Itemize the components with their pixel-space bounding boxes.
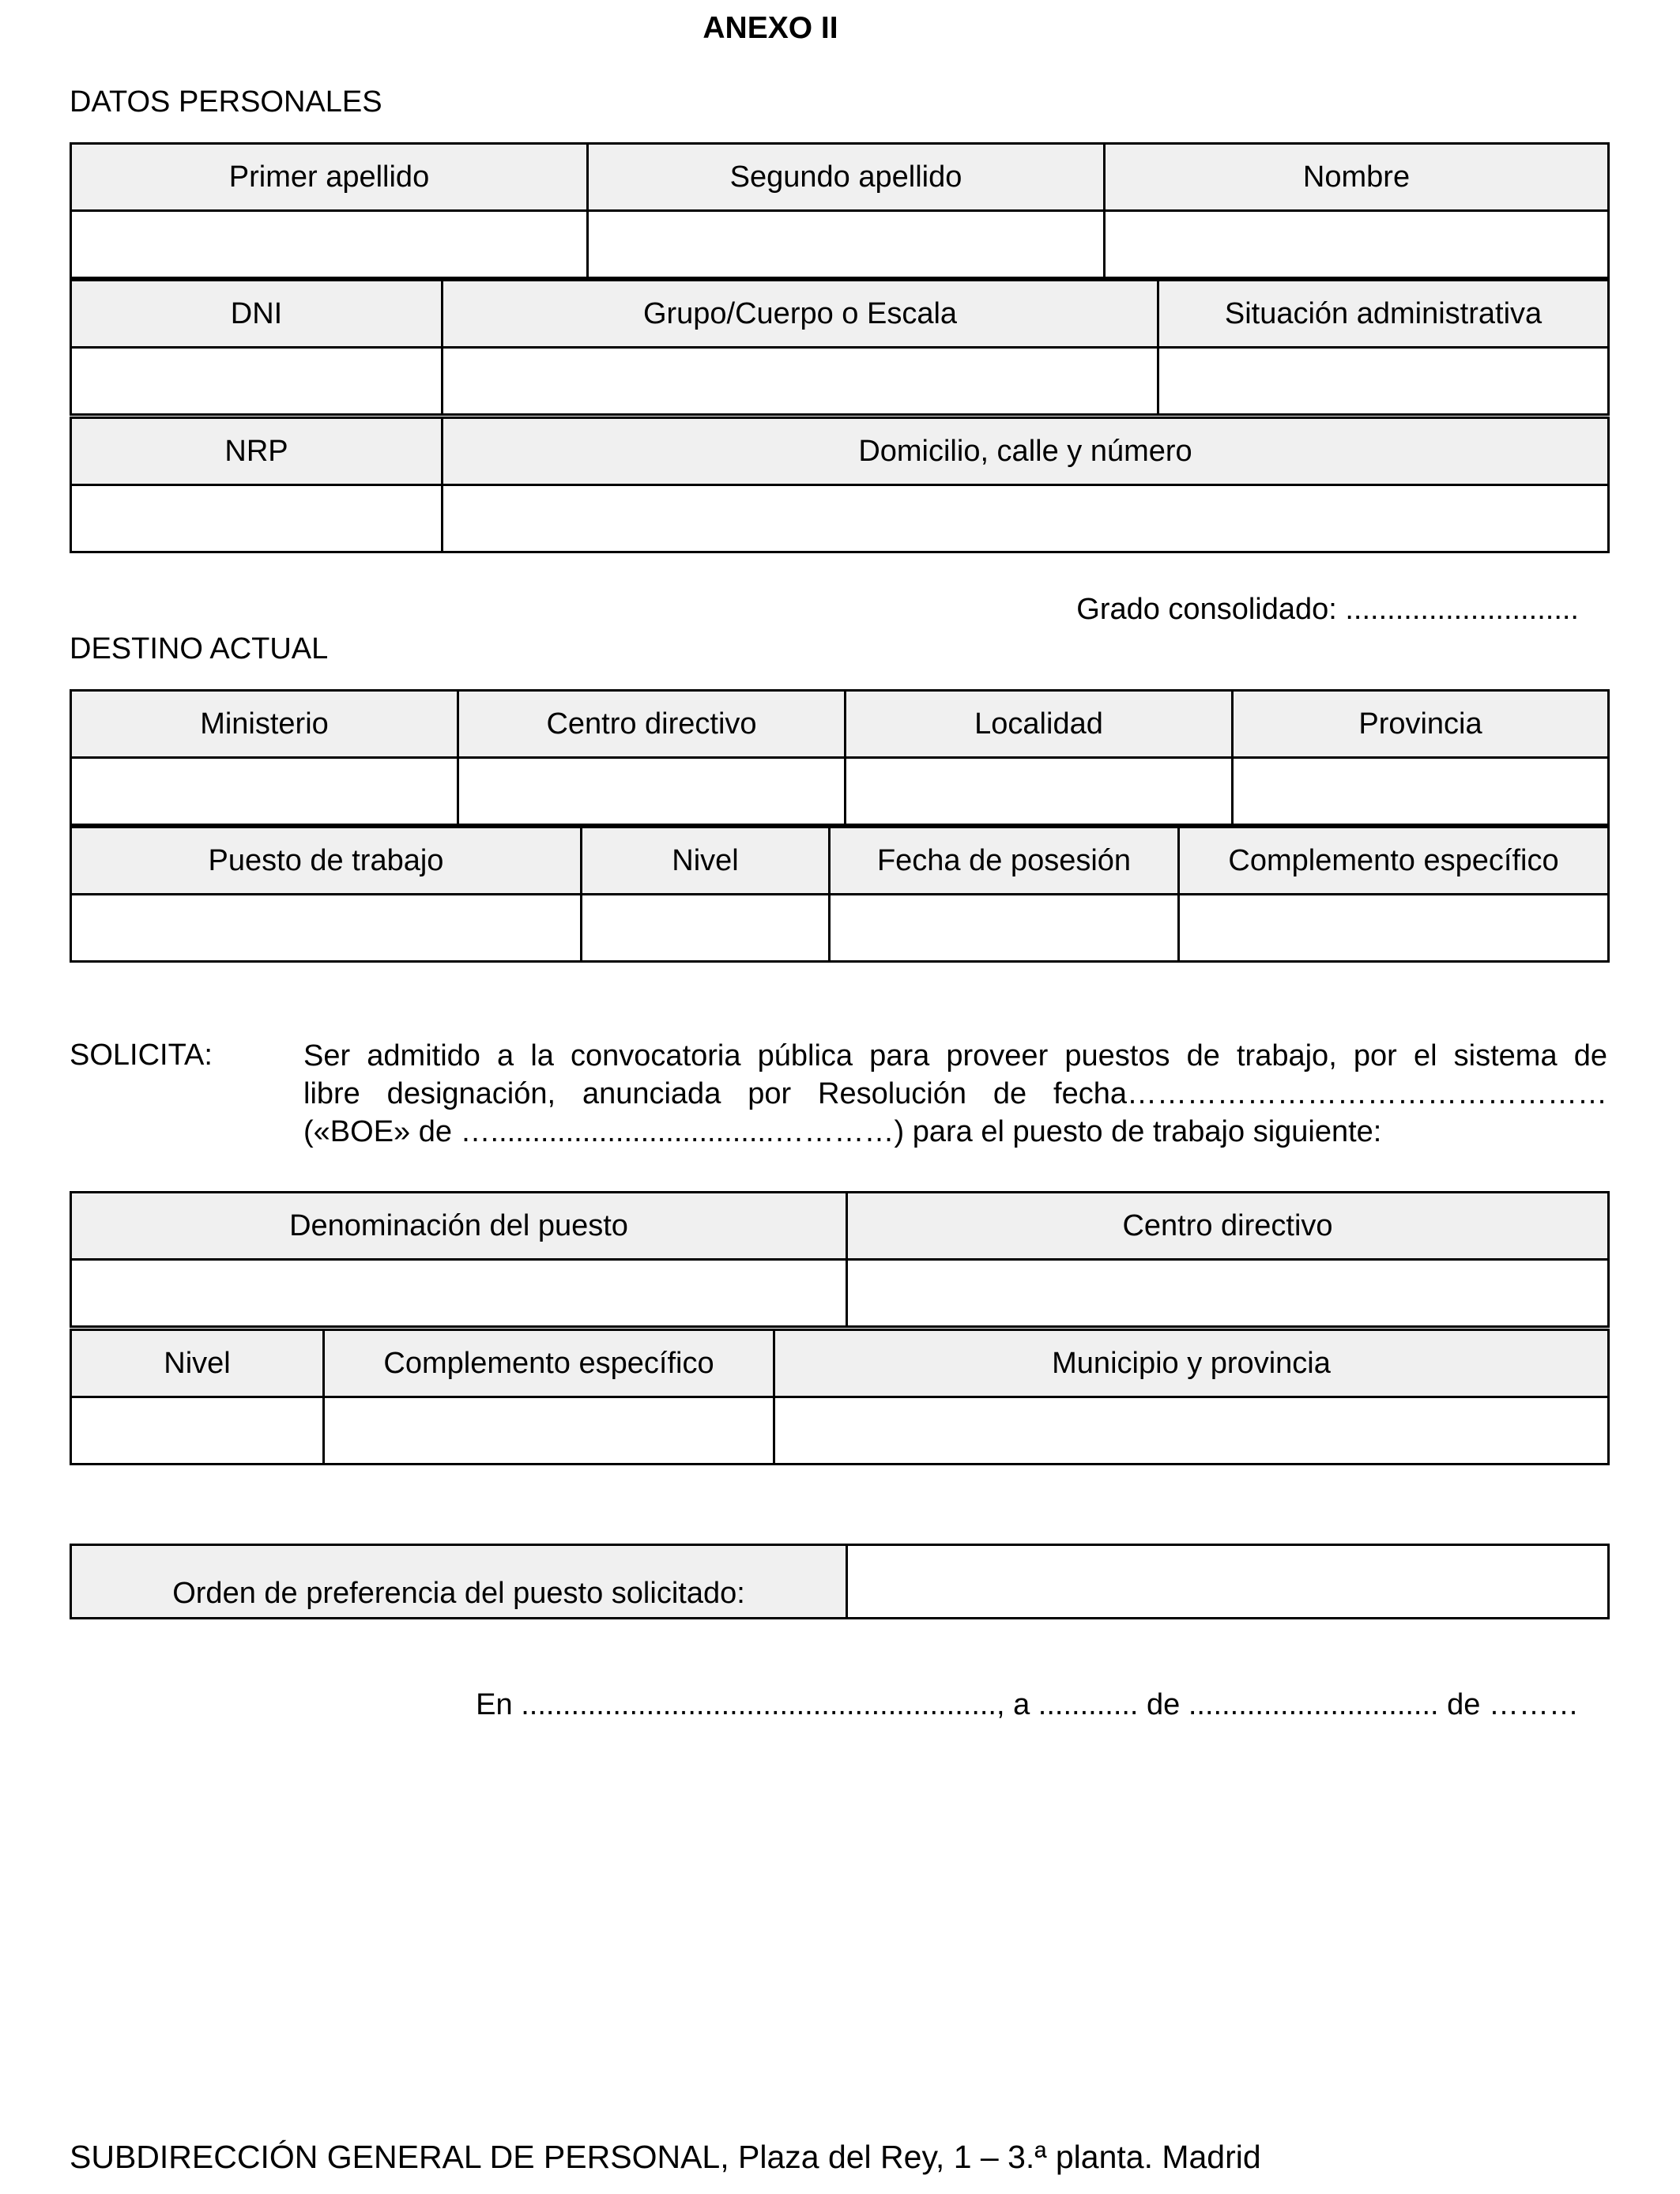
field-primer-apellido[interactable]: [71, 211, 588, 278]
header-provincia: Provincia: [1233, 691, 1609, 758]
footer-address: SUBDIRECCIÓN GENERAL DE PERSONAL, Plaza del Rey, 1 – 3.ª planta. Madrid: [70, 2139, 1261, 2175]
field-segundo-apellido[interactable]: [588, 211, 1105, 278]
field-centro-directivo[interactable]: [458, 758, 846, 825]
datos-personales-table-2: [70, 279, 1610, 416]
field-puesto-complemento-especifico[interactable]: [324, 1397, 774, 1465]
field-denominacion-del-puesto[interactable]: [71, 1260, 847, 1327]
field-provincia[interactable]: [1233, 758, 1609, 825]
field-puesto-centro-directivo[interactable]: [847, 1260, 1609, 1327]
solicita-label: SOLICITA:: [70, 1039, 213, 1072]
header-nrp: NRP: [71, 418, 443, 485]
header-puesto-complemento-especifico: Complemento específico: [324, 1330, 774, 1397]
header-ministerio: Ministerio: [71, 691, 458, 758]
solicita-text: [303, 1037, 1607, 1151]
field-localidad[interactable]: [846, 758, 1233, 825]
datos-personales-table-3: [70, 417, 1610, 553]
header-situacion-administrativa: Situación administrativa: [1158, 281, 1609, 348]
field-orden-preferencia[interactable]: [847, 1545, 1609, 1619]
puesto-table-1: [70, 1191, 1610, 1328]
field-situacion-administrativa[interactable]: [1158, 348, 1609, 415]
field-dni[interactable]: [71, 348, 443, 415]
page-title: ANEXO II: [703, 11, 838, 45]
field-nivel[interactable]: [582, 895, 830, 962]
field-puesto-nivel[interactable]: [71, 1397, 324, 1465]
field-nrp[interactable]: [71, 485, 443, 552]
destino-actual-table-2: [70, 826, 1610, 963]
field-nombre[interactable]: [1105, 211, 1609, 278]
field-complemento-especifico[interactable]: [1179, 895, 1609, 962]
header-primer-apellido: Primer apellido: [71, 144, 588, 211]
datos-personales-table-1: [70, 142, 1610, 279]
header-fecha-de-posesion: Fecha de posesión: [830, 827, 1179, 895]
field-ministerio[interactable]: [71, 758, 458, 825]
header-municipio-y-provincia: Municipio y provincia: [774, 1330, 1609, 1397]
field-fecha-de-posesion[interactable]: [830, 895, 1179, 962]
lugar-fecha-line: En ........................................................., a ............ de .............................. de ………: [476, 1688, 1579, 1721]
grado-consolidado: Grado consolidado: ............................: [1076, 593, 1579, 626]
field-domicilio[interactable]: [443, 485, 1609, 552]
solicita-line-1: Ser admitido a la convocatoria pública para proveer puestos de trabajo, por el sistema de: [303, 1039, 1607, 1072]
header-complemento-especifico: Complemento específico: [1179, 827, 1609, 895]
header-nivel: Nivel: [582, 827, 830, 895]
orden-preferencia-table: [70, 1544, 1610, 1619]
section-heading-destino-actual: DESTINO ACTUAL: [70, 632, 329, 665]
header-denominacion-del-puesto: Denominación del puesto: [71, 1193, 847, 1260]
header-localidad: Localidad: [846, 691, 1233, 758]
header-dni: DNI: [71, 281, 443, 348]
header-puesto-nivel: Nivel: [71, 1330, 324, 1397]
header-grupo-cuerpo-escala: Grupo/Cuerpo o Escala: [443, 281, 1158, 348]
section-heading-datos-personales: DATOS PERSONALES: [70, 85, 382, 119]
field-municipio-y-provincia[interactable]: [774, 1397, 1609, 1465]
header-nombre: Nombre: [1105, 144, 1609, 211]
orden-preferencia-label: Orden de preferencia del puesto solicitado:: [71, 1545, 847, 1619]
field-puesto-de-trabajo[interactable]: [71, 895, 582, 962]
header-centro-directivo: Centro directivo: [458, 691, 846, 758]
solicita-line-3: («BOE» de …..................................…………) para el puesto de trabajo siguiente:: [303, 1115, 1382, 1148]
solicita-line-2: libre designación, anunciada por Resolución de fecha…………………………………………: [303, 1077, 1607, 1110]
destino-actual-table-1: [70, 689, 1610, 826]
header-domicilio: Domicilio, calle y número: [443, 418, 1609, 485]
header-puesto-de-trabajo: Puesto de trabajo: [71, 827, 582, 895]
header-puesto-centro-directivo: Centro directivo: [847, 1193, 1609, 1260]
puesto-table-2: [70, 1329, 1610, 1465]
field-grupo-cuerpo-escala[interactable]: [443, 348, 1158, 415]
header-segundo-apellido: Segundo apellido: [588, 144, 1105, 211]
